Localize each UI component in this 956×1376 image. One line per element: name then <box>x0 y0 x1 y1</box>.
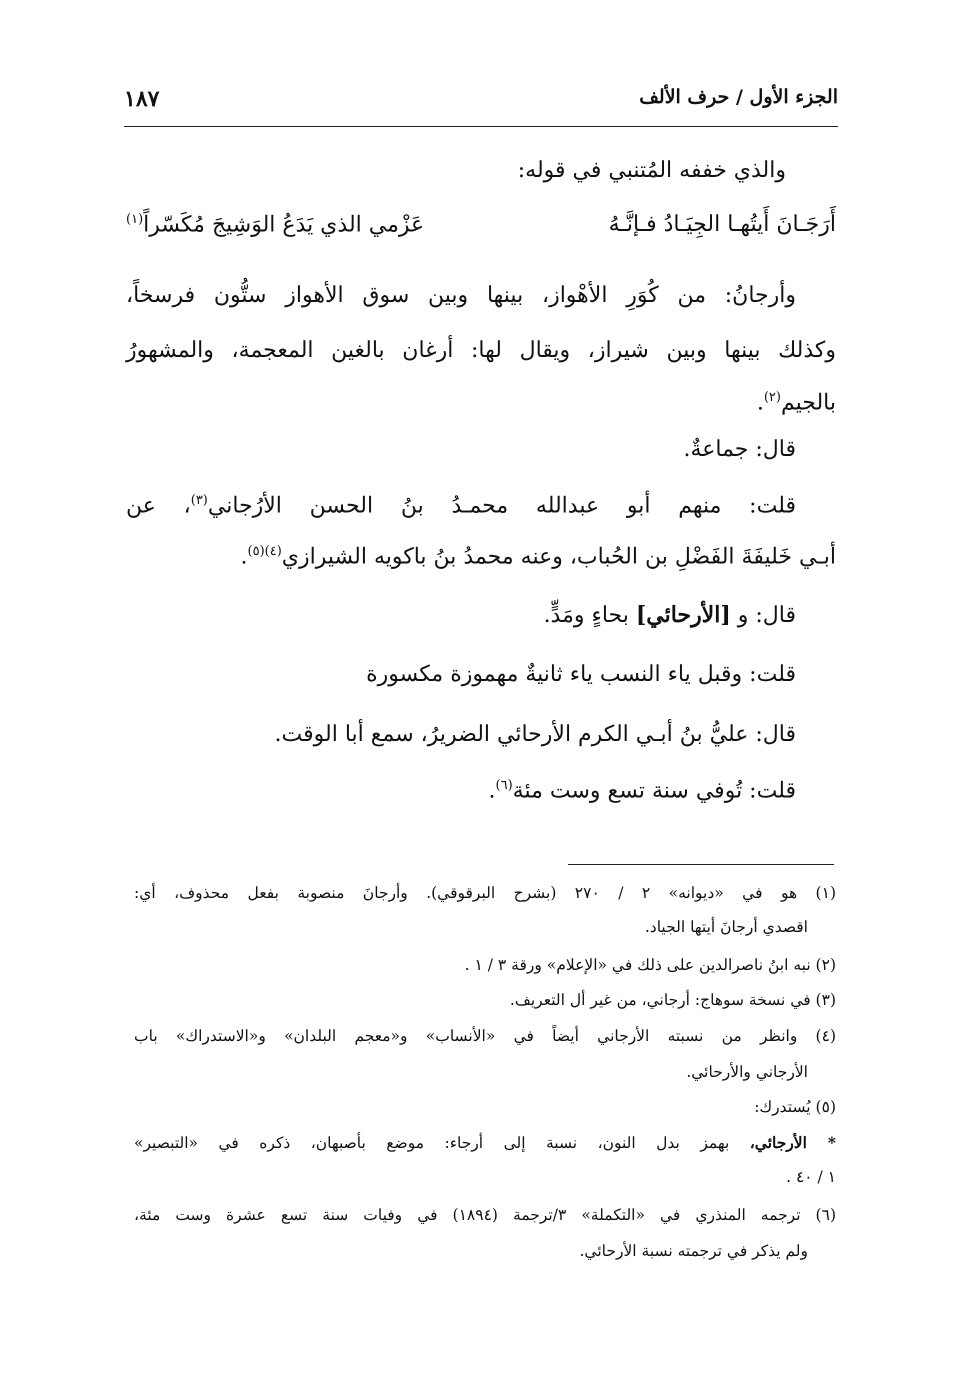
paragraph-text: ، عن <box>126 493 191 519</box>
footnote-ref-4-5: (٤)(٥) <box>247 544 282 559</box>
footnote-line: اقصدي أرجانَ أيتها الجياد. <box>644 918 808 936</box>
qala-text: بحاءٍ ومَدٍّ. <box>543 603 629 628</box>
header-rule <box>124 126 838 127</box>
footnote-ref-6: (٦) <box>495 778 513 793</box>
qultu-line: قلت: وقبل ياء النسب ياء ثانيةٌ مهموزة مكسورة <box>366 662 796 687</box>
paragraph-text: بالجيم <box>780 390 836 416</box>
paragraph-line <box>241 544 836 571</box>
paragraph-line: وكذلك بينها وبين شيراز، ويقال لها: أرغان بالغين المعجمة، والمشهورُ <box>126 338 836 363</box>
footnote-line: ولم يذكر في ترجمته نسبة الأرحائي. <box>579 1242 808 1260</box>
verse-hemistich-second <box>126 212 424 237</box>
verse-first-text: أَرَجَـانَ أَيتُهـا الجِيَـادُ فـإنَّـهُ <box>608 212 836 237</box>
verse-hemistich-first <box>609 212 836 237</box>
paragraph-text: . <box>756 390 764 416</box>
intro-line: والذي خففه المُتنبي في قوله: <box>517 158 786 183</box>
verse-second-text: عَزْمي الذي يَدَعُ الوَشِيجَ مُكَسّراً <box>143 212 425 238</box>
footnote-text: بهمز بدل النون، نسبة إلى أرجاء: موضع بأصبهان، ذكره في «التبصير» <box>134 1134 730 1152</box>
running-header-title: الجزء الأول / حرف الألف <box>639 86 838 108</box>
qala-line: قال: عليُّ بنُ أبـي الكرم الأرحائي الضريرُ، سمع أبا الوقت. <box>274 722 796 747</box>
page-number: ١٨٧ <box>124 86 160 112</box>
qala-line <box>544 602 796 629</box>
footnote-line: (٥) يُستدرك: <box>754 1098 836 1116</box>
footnote-line: (٢) نبه ابنُ ناصرالدين على ذلك في «الإعلام» ورقة ٣ / ١ . <box>464 956 836 974</box>
footnote-ref-1: (١) <box>126 212 144 227</box>
footnote-separator <box>568 864 834 865</box>
footnote-line: الأرجاني والأرحائي. <box>686 1063 808 1081</box>
qala-line: قال: جماعةٌ. <box>683 437 796 462</box>
qultu-text: . <box>488 778 496 804</box>
footnote-line: (١) هو في «ديوانه» ٢ / ٢٧٠ (بشرح البرقوقي). وأرجانَ منصوبة بفعل محذوف، أي: <box>134 884 836 902</box>
paragraph-text: أبـي خَليفَةَ الفَضْلِ بن الحُباب، وعنه محمدُ بنُ باكويه الشيرازي <box>281 544 836 570</box>
qultu-line <box>489 778 796 805</box>
footnote-line <box>134 1134 836 1153</box>
paragraph-text: . <box>240 544 248 570</box>
footnote-line: (٤) وانظر من نسبته الأرجاني أيضاً في «الأنساب» و«معجم البلدان» و«الاستدراك» باب <box>134 1027 836 1045</box>
paragraph-text: قلت: منهم أبو عبدالله محمـدُ بنُ الحسن الأرُجاني <box>207 493 796 519</box>
qultu-text: قلت: تُوفي سنة تسع وست مئة <box>512 778 796 804</box>
footnote-ref-3: (٣) <box>190 493 208 508</box>
footnote-line: ١ / ٤٠ . <box>786 1168 836 1186</box>
footnote-entry-term: * الأرجائي، <box>749 1133 836 1152</box>
footnote-ref-2: (٢) <box>763 390 781 405</box>
footnote-line: (٣) في نسخة سوهاج: أرجاني، من غير أل التعريف. <box>509 991 836 1009</box>
qala-term: [الأرحائي] <box>635 602 731 628</box>
qala-text: قال: و <box>737 603 796 628</box>
footnote-line: (٦) ترجمه المنذري في «التكملة» ٣/ترجمة (١٨٩٤) في وفيات سنة تسع عشرة وست مئة، <box>134 1206 836 1224</box>
paragraph-line: وأرجانُ: من كُوَرِ الأهْواز، بينها وبين سوق الأهواز ستُّون فرسخاً، <box>126 283 796 308</box>
paragraph-line <box>126 493 796 520</box>
paragraph-line <box>757 390 836 417</box>
